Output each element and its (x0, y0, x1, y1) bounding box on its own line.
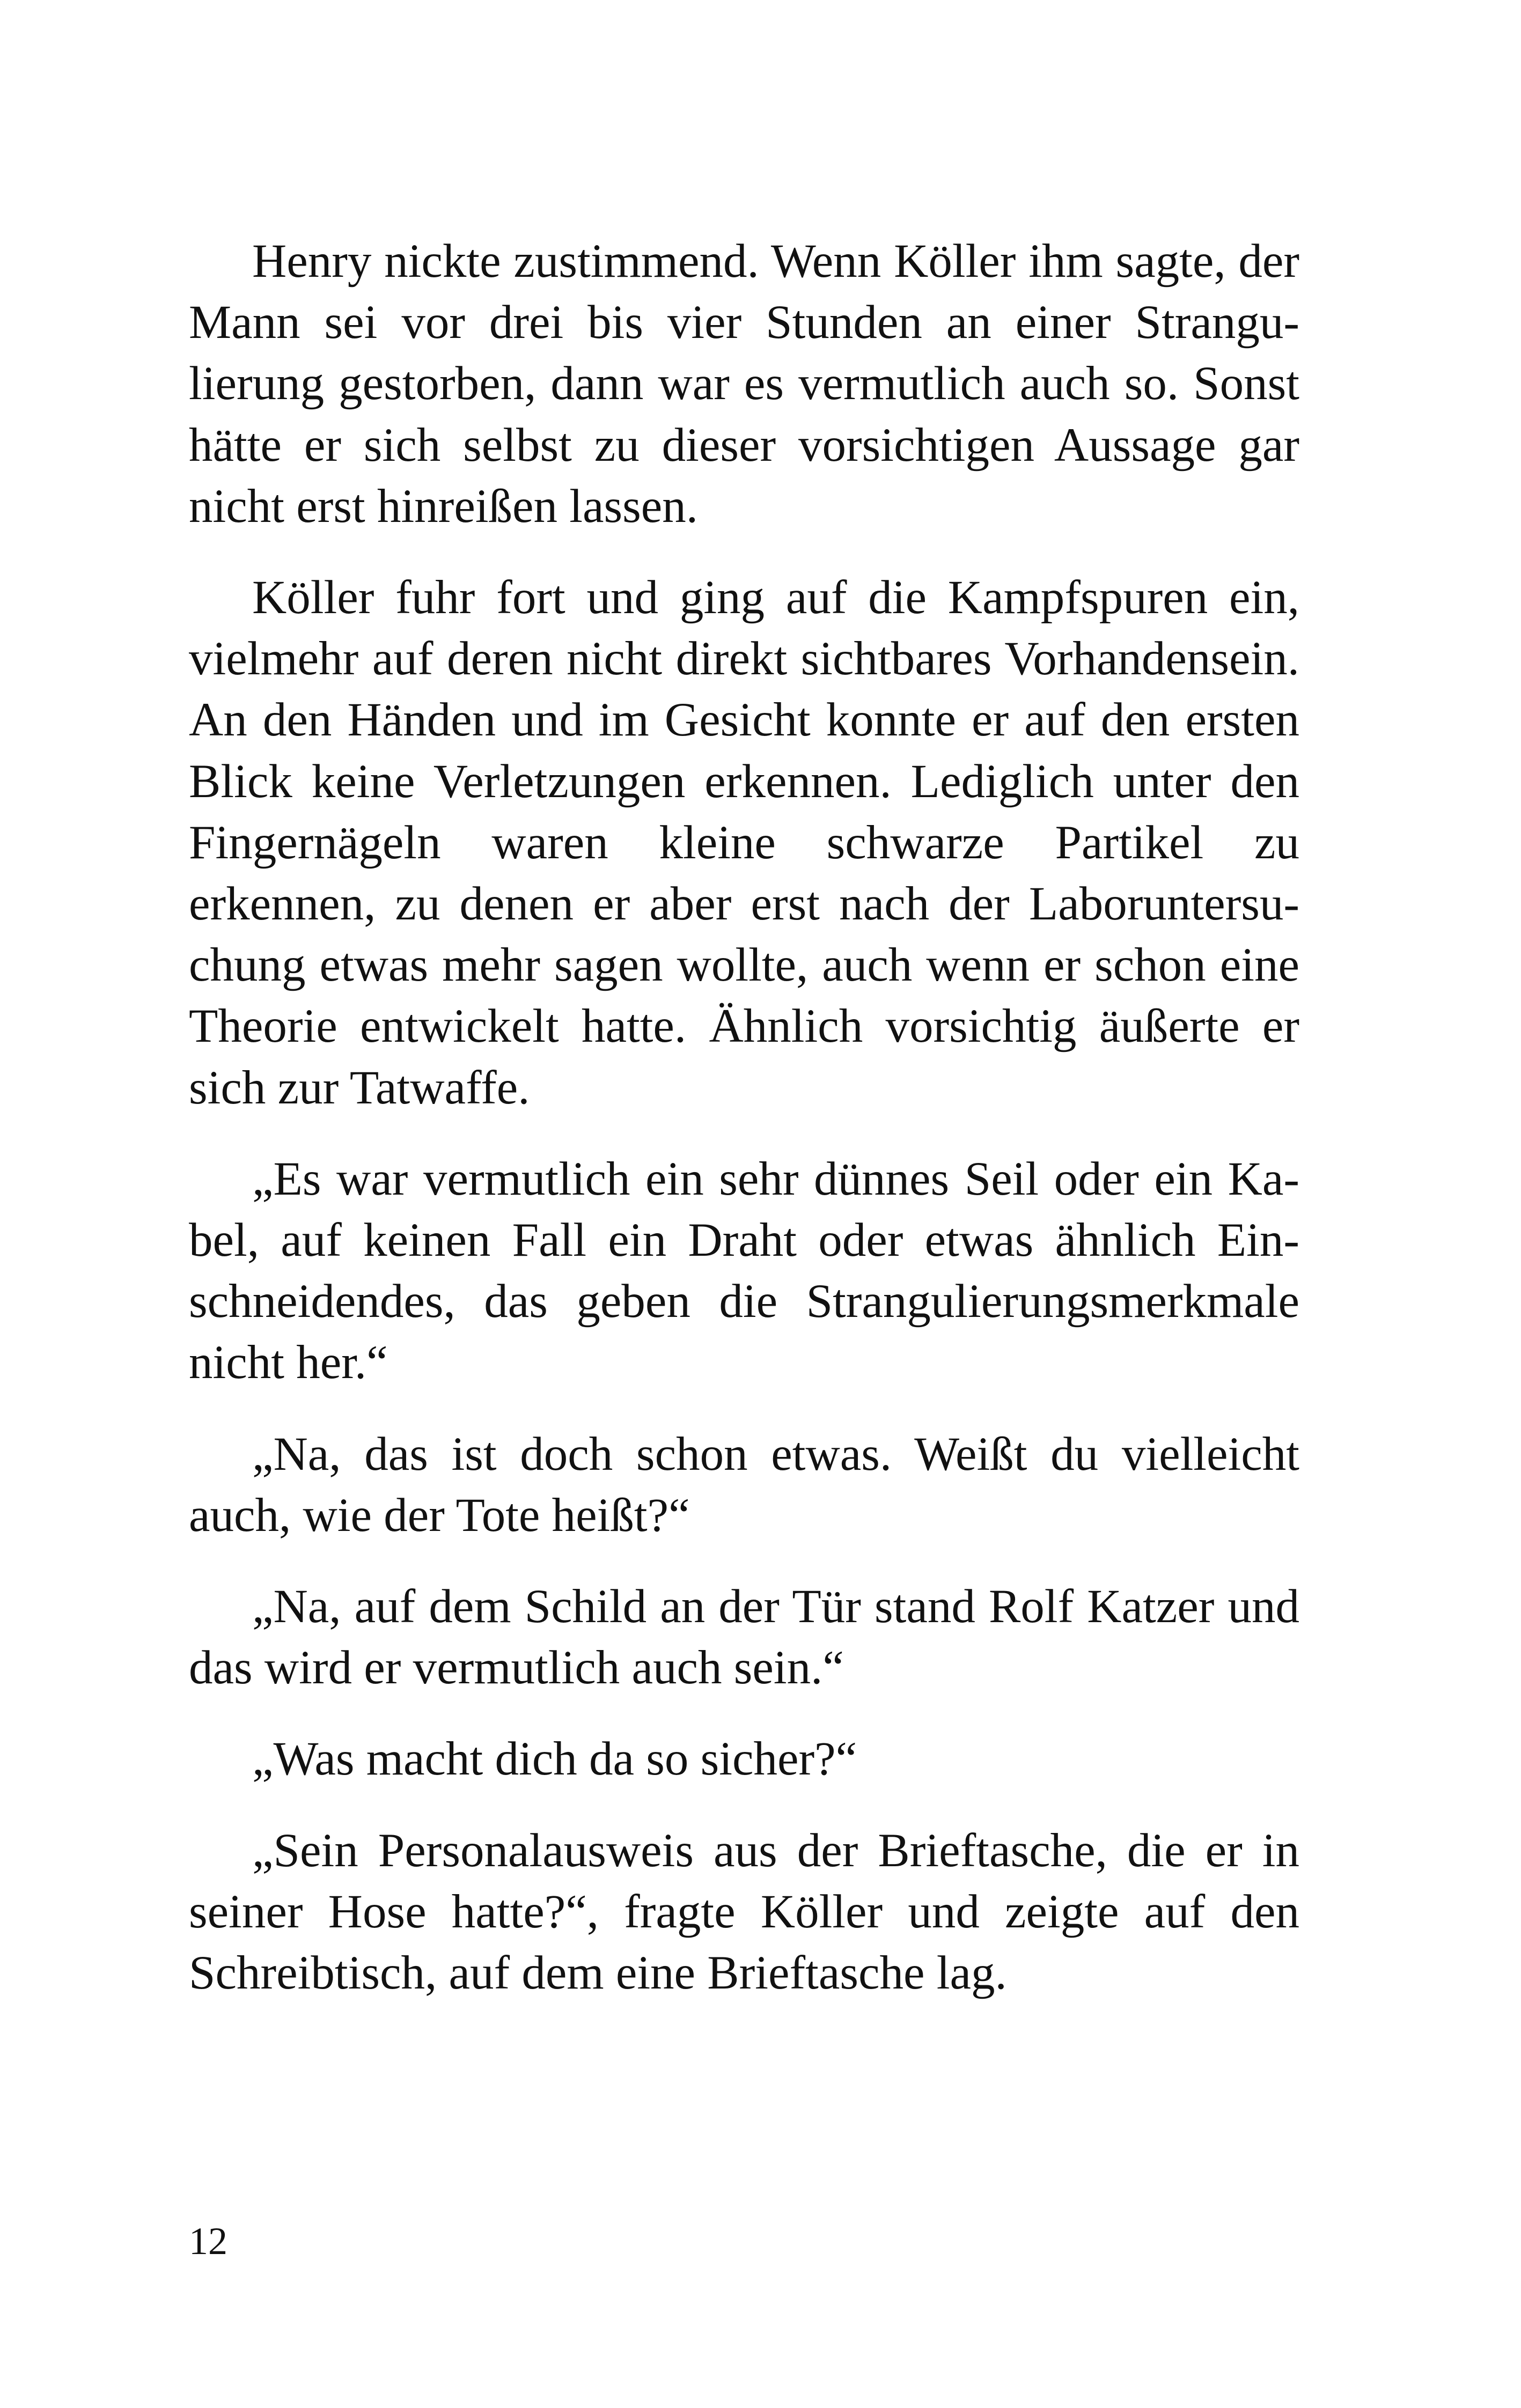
body-text (189, 231, 1299, 2034)
paragraph-1: Henry nickte zustimmend. Wenn Köller ihm sagte, der Mann sei vor drei bis vier Stunden an einer Strangulierung gestorben, dann war es vermutlich auch so. Sonst hätte er sich selbst zu dieser vorsichtigen Aussage gar nicht erst hinreißen lassen. (189, 235, 1299, 533)
paragraph-5: „Na, auf dem Schild an der Tür stand Rolf Katzer und das wird er vermutlich auch sein.“ (189, 1580, 1299, 1695)
page-number: 12 (189, 2220, 227, 2263)
paragraph-2: Köller fuhr fort und ging auf die Kampfspuren ein, vielmehr auf deren nicht direkt sichtbares Vorhandensein. An den Händen und im Gesicht konnte er auf den ersten Blick keine Verletzungen erkennen. Lediglich unter den Fingernägeln waren kleine schwarze Partikel zu erkennen, zu denen er aber erst nach der Laboruntersuchung etwas mehr sagen wollte, auch wenn er schon eine Theorie entwickelt hatte. Ähnlich vorsichtig äußerte er sich zur Tatwaffe. (189, 571, 1299, 1114)
paragraph-3: „Es war vermutlich ein sehr dünnes Seil oder ein Kabel, auf keinen Fall ein Draht oder etwas ähnlich Einschneidendes, das geben die Strangulierungsmerkmale nicht her.“ (189, 1152, 1299, 1389)
paragraph-6: „Was macht dich da so sicher?“ (252, 1733, 857, 1786)
paragraph-7: „Sein Personalausweis aus der Brieftasche, die er in seiner Hose hatte?“, fragte Köller und zeigte auf den Schreibtisch, auf dem eine Brieftasche lag. (189, 1824, 1299, 2000)
paragraph-4: „Na, das ist doch schon etwas. Weißt du vielleicht auch, wie der Tote heißt?“ (189, 1427, 1299, 1542)
